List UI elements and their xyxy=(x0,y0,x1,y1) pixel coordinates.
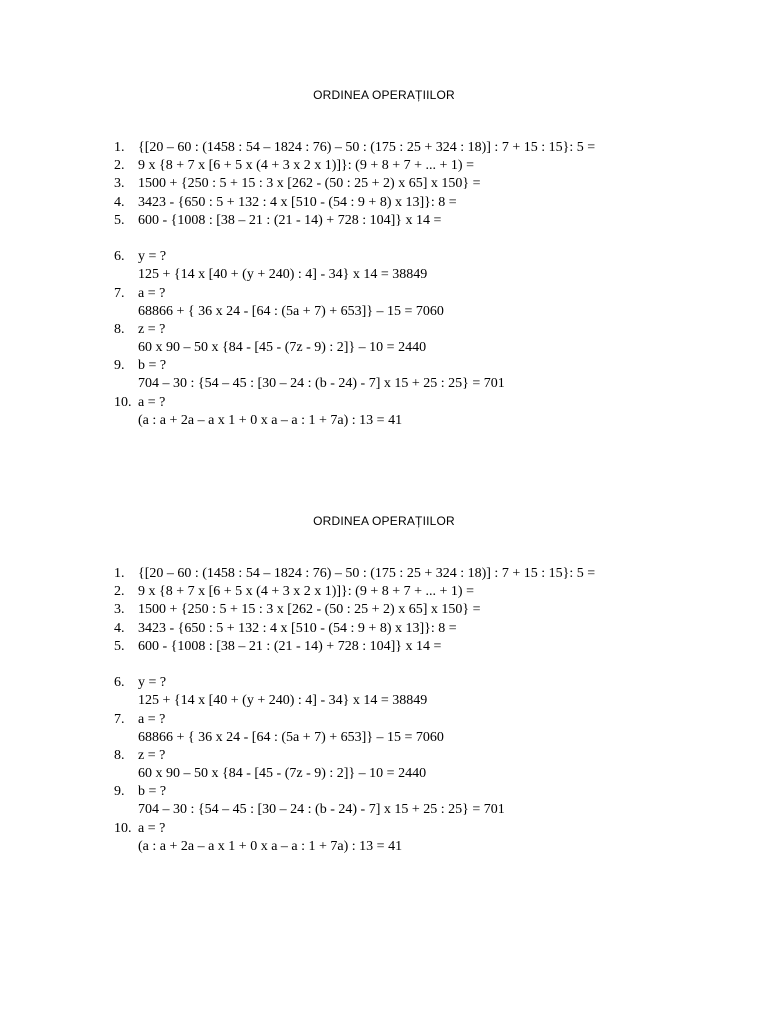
exercise-number: 5. xyxy=(114,638,125,654)
exercise-number: 4. xyxy=(114,620,125,636)
exercise-text: {[20 – 60 : (1458 : 54 – 1824 : 76) – 50 : (175 : 25 + 324 : 18)] : 7 + 15 : 15}: 5 = xyxy=(138,566,596,581)
exercise-text: 9 x {8 + 7 x [6 + 5 x (4 + 3 x 2 x 1)]}: (9 + 8 + 7 + ... + 1) = xyxy=(138,584,474,600)
equation-prompt-row xyxy=(0,674,768,692)
exercise-row xyxy=(0,194,768,212)
exercise-row xyxy=(0,175,768,193)
equation-prompt: z = ? xyxy=(138,747,166,763)
equation-number: 10. xyxy=(114,820,132,836)
equation-row xyxy=(0,412,768,430)
equation-prompt: y = ? xyxy=(138,675,167,691)
exercise-row xyxy=(0,212,768,230)
equation-text: (a : a + 2a – a x 1 + 0 x a – a : 1 + 7a) : 13 = 41 xyxy=(138,838,403,854)
exercise-text: 9 x {8 + 7 x [6 + 5 x (4 + 3 x 2 x 1)]}: (9 + 8 + 7 + ... + 1) = xyxy=(138,158,474,174)
equation-prompt-row xyxy=(0,357,768,375)
equation-row xyxy=(0,692,768,710)
exercise-number: 3. xyxy=(114,176,125,192)
equation-prompt: y = ? xyxy=(138,249,167,265)
equation-prompt: b = ? xyxy=(138,784,167,800)
equation-text: 125 + {14 x [40 + (y + 240) : 4] - 34} x 14 = 38849 xyxy=(138,267,428,283)
equation-row xyxy=(0,838,768,856)
exercise-row xyxy=(0,139,768,157)
equation-row xyxy=(0,765,768,783)
equation-prompt-row xyxy=(0,248,768,266)
exercise-text: {[20 – 60 : (1458 : 54 – 1824 : 76) – 50 : (175 : 25 + 324 : 18)] : 7 + 15 : 15}: 5 = xyxy=(138,140,596,155)
exercise-number: 2. xyxy=(114,584,125,600)
exercise-text: 1500 + {250 : 5 + 15 : 3 x [262 - (50 : 25 + 2) x 65] x 150} = xyxy=(138,602,481,618)
equation-prompt-row xyxy=(0,820,768,838)
equation-text: (a : a + 2a – a x 1 + 0 x a – a : 1 + 7a) : 13 = 41 xyxy=(138,412,403,428)
equation-number: 8. xyxy=(114,747,125,763)
equation-text: 60 x 90 – 50 x {84 - [45 - (7z - 9) : 2]} – 10 = 2440 xyxy=(138,340,427,356)
exercise-row xyxy=(0,583,768,601)
equation-row xyxy=(0,303,768,321)
equation-prompt: z = ? xyxy=(138,321,166,337)
equation-number: 10. xyxy=(114,394,132,410)
page-title: ORDINEA OPERAȚIILOR xyxy=(313,88,455,102)
exercise-list xyxy=(0,565,768,856)
equation-text: 60 x 90 – 50 x {84 - [45 - (7z - 9) : 2]} – 10 = 2440 xyxy=(138,766,427,782)
equation-number: 7. xyxy=(114,285,125,301)
equation-number: 9. xyxy=(114,784,125,800)
equation-row xyxy=(0,266,768,284)
equation-prompt-row xyxy=(0,285,768,303)
equation-row xyxy=(0,339,768,357)
exercise-number: 4. xyxy=(114,194,125,210)
spacer xyxy=(0,656,768,674)
exercise-text: 3423 - {650 : 5 + 132 : 4 x [510 - (54 : 9 + 8) x 13]}: 8 = xyxy=(138,194,457,210)
equation-number: 6. xyxy=(114,249,125,265)
equation-prompt-row xyxy=(0,783,768,801)
spacer xyxy=(0,230,768,248)
equation-row xyxy=(0,801,768,819)
equation-row xyxy=(0,375,768,393)
exercise-list xyxy=(0,139,768,430)
exercise-row xyxy=(0,565,768,583)
exercise-number: 5. xyxy=(114,212,125,228)
equation-text: 125 + {14 x [40 + (y + 240) : 4] - 34} x 14 = 38849 xyxy=(138,693,428,709)
equation-text: 68866 + { 36 x 24 - [64 : (5a + 7) + 653]} – 15 = 7060 xyxy=(138,303,444,319)
equation-prompt-row xyxy=(0,321,768,339)
exercise-number: 2. xyxy=(114,158,125,174)
exercise-row xyxy=(0,157,768,175)
equation-prompt: a = ? xyxy=(138,285,166,301)
equation-prompt-row xyxy=(0,747,768,765)
exercise-row xyxy=(0,620,768,638)
page-title: ORDINEA OPERAȚIILOR xyxy=(313,514,455,528)
equation-prompt-row xyxy=(0,394,768,412)
equation-text: 704 – 30 : {54 – 45 : [30 – 24 : (b - 24) - 7] x 15 + 25 : 25} = 701 xyxy=(138,376,505,392)
exercise-text: 600 - {1008 : [38 – 21 : (21 - 14) + 728 : 104]} x 14 = xyxy=(138,212,442,228)
exercise-row xyxy=(0,601,768,619)
equation-number: 7. xyxy=(114,711,125,727)
equation-number: 9. xyxy=(114,358,125,374)
exercise-text: 600 - {1008 : [38 – 21 : (21 - 14) + 728 : 104]} x 14 = xyxy=(138,638,442,654)
equation-prompt: a = ? xyxy=(138,394,166,410)
equation-text: 68866 + { 36 x 24 - [64 : (5a + 7) + 653]} – 15 = 7060 xyxy=(138,729,444,745)
equation-number: 6. xyxy=(114,675,125,691)
exercise-text: 1500 + {250 : 5 + 15 : 3 x [262 - (50 : 25 + 2) x 65] x 150} = xyxy=(138,176,481,192)
equation-prompt: a = ? xyxy=(138,711,166,727)
equation-prompt-row xyxy=(0,711,768,729)
exercise-number: 1. xyxy=(114,140,125,155)
equation-prompt: b = ? xyxy=(138,358,167,374)
equation-text: 704 – 30 : {54 – 45 : [30 – 24 : (b - 24) - 7] x 15 + 25 : 25} = 701 xyxy=(138,802,505,818)
exercise-number: 1. xyxy=(114,566,125,581)
equation-row xyxy=(0,729,768,747)
exercise-number: 3. xyxy=(114,602,125,618)
exercise-row xyxy=(0,638,768,656)
equation-prompt: a = ? xyxy=(138,820,166,836)
equation-number: 8. xyxy=(114,321,125,337)
exercise-text: 3423 - {650 : 5 + 132 : 4 x [510 - (54 : 9 + 8) x 13]}: 8 = xyxy=(138,620,457,636)
